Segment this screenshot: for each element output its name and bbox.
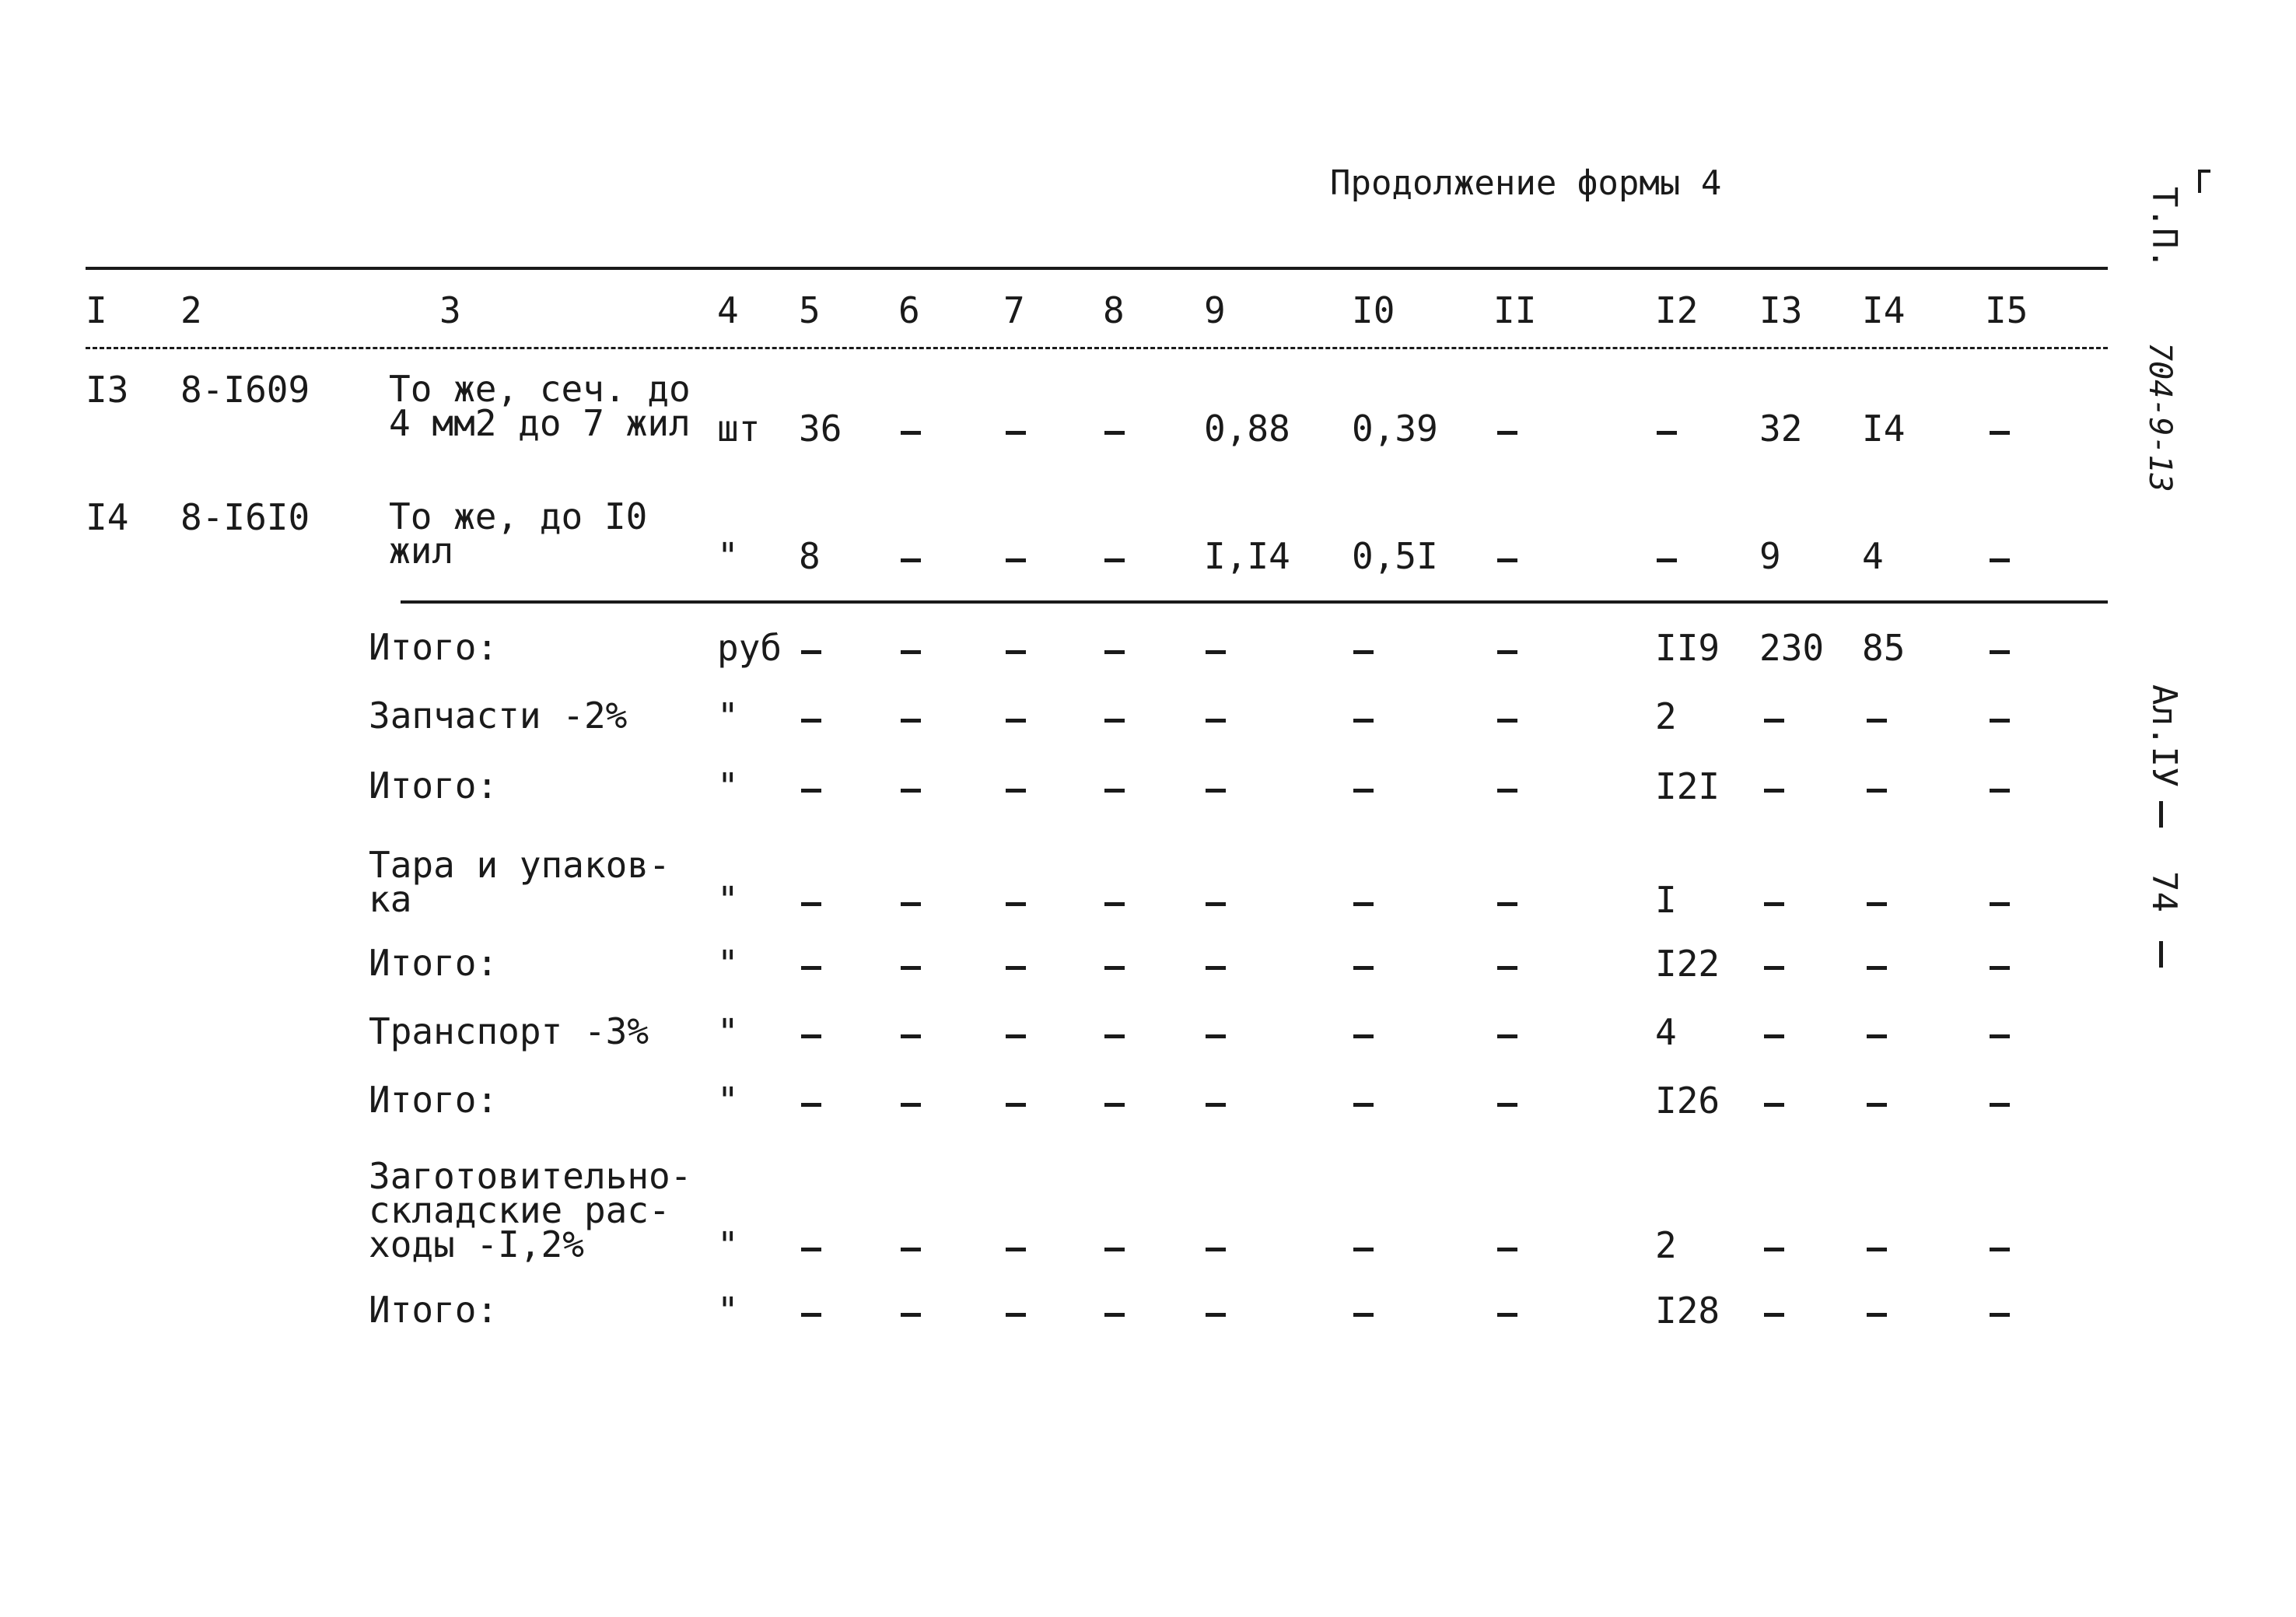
empty-cell-dash	[1006, 1034, 1026, 1038]
empty-cell-dash	[801, 789, 821, 793]
column-number: 3	[439, 289, 461, 331]
row-number: I3	[86, 369, 129, 411]
empty-cell-dash	[1206, 1103, 1226, 1107]
empty-cell-dash	[1353, 966, 1374, 970]
empty-cell-dash	[1104, 558, 1125, 562]
corner-mark	[2198, 170, 2210, 193]
col12-value: I22	[1655, 943, 1720, 985]
empty-cell-dash	[1867, 1103, 1887, 1107]
column-number: I2	[1655, 289, 1699, 331]
header-bottom-rule	[86, 347, 2108, 349]
empty-cell-dash	[1353, 650, 1374, 654]
empty-cell-dash	[1990, 966, 2010, 970]
empty-cell-dash	[901, 1103, 921, 1107]
empty-cell-dash	[1104, 1313, 1125, 1317]
summary-label: Итого:	[369, 765, 499, 807]
col12-value: I28	[1655, 1290, 1720, 1332]
summary-label: Транспорт -3%	[369, 1010, 649, 1052]
summary-label: Итого:	[369, 1289, 499, 1331]
col9-value: I,I4	[1204, 535, 1290, 577]
item-name: То же, сеч. до 4 мм2 до 7 жил	[389, 368, 691, 444]
col12-value: 4	[1655, 1011, 1677, 1053]
column-number: 4	[717, 289, 739, 331]
unit: "	[717, 695, 739, 737]
empty-cell-dash	[1497, 1034, 1517, 1038]
empty-cell-dash	[1657, 431, 1677, 435]
form-continuation-title: Продолжение формы 4	[1330, 163, 1722, 203]
empty-cell-dash	[901, 558, 921, 562]
empty-cell-dash	[1867, 902, 1887, 906]
column-number: 5	[799, 289, 821, 331]
col14-value: 85	[1862, 627, 1906, 669]
empty-cell-dash	[801, 1034, 821, 1038]
unit: "	[717, 1290, 739, 1332]
subtotal-rule	[401, 600, 2108, 604]
empty-cell-dash	[1867, 966, 1887, 970]
empty-cell-dash	[1353, 1248, 1374, 1251]
empty-cell-dash	[1353, 719, 1374, 723]
empty-cell-dash	[1990, 558, 2010, 562]
page-number-label: 74	[2144, 871, 2184, 912]
empty-cell-dash	[1353, 789, 1374, 793]
unit: "	[717, 879, 739, 921]
empty-cell-dash	[901, 719, 921, 723]
empty-cell-dash	[1104, 902, 1125, 906]
empty-cell-dash	[1990, 1313, 2010, 1317]
empty-cell-dash	[1990, 1103, 2010, 1107]
empty-cell-dash	[1104, 1034, 1125, 1038]
item-name: То же, до I0 жил	[389, 495, 648, 572]
unit: "	[717, 1011, 739, 1053]
col14-value: 4	[1862, 535, 1884, 577]
empty-cell-dash	[1764, 966, 1784, 970]
summary-label: Тара и упаков- ка	[369, 844, 670, 920]
empty-cell-dash	[1353, 902, 1374, 906]
album-label: Ал.IУ	[2144, 684, 2184, 788]
empty-cell-dash	[1867, 1248, 1887, 1251]
empty-cell-dash	[1104, 431, 1125, 435]
empty-cell-dash	[1206, 902, 1226, 906]
empty-cell-dash	[1990, 902, 2010, 906]
empty-cell-dash	[1104, 966, 1125, 970]
empty-cell-dash	[1353, 1313, 1374, 1317]
col10-value: 0,39	[1352, 408, 1438, 450]
empty-cell-dash	[1497, 789, 1517, 793]
empty-cell-dash	[901, 966, 921, 970]
empty-cell-dash	[1764, 1034, 1784, 1038]
quantity: 36	[799, 408, 842, 450]
column-number: 8	[1103, 289, 1125, 331]
column-number: I4	[1862, 289, 1906, 331]
empty-cell-dash	[901, 789, 921, 793]
price-code: 8-I609	[180, 369, 310, 411]
empty-cell-dash	[1867, 1313, 1887, 1317]
unit: "	[717, 943, 739, 985]
row-number: I4	[86, 496, 129, 538]
column-number: 7	[1003, 289, 1025, 331]
unit: "	[717, 1224, 739, 1266]
col14-value: I4	[1862, 408, 1906, 450]
empty-cell-dash	[1353, 1034, 1374, 1038]
column-number: 2	[180, 289, 202, 331]
column-number: I	[86, 289, 107, 331]
sheet-type-label: Т.П.	[2144, 187, 2184, 269]
empty-cell-dash	[901, 1313, 921, 1317]
col12-value: I	[1655, 879, 1677, 921]
col9-value: 0,88	[1204, 408, 1290, 450]
empty-cell-dash	[801, 1103, 821, 1107]
empty-cell-dash	[1497, 558, 1517, 562]
empty-cell-dash	[1104, 789, 1125, 793]
album-dash-1	[2159, 801, 2163, 828]
empty-cell-dash	[1497, 650, 1517, 654]
empty-cell-dash	[1497, 431, 1517, 435]
unit: "	[717, 1080, 739, 1122]
empty-cell-dash	[1006, 1313, 1026, 1317]
empty-cell-dash	[1006, 558, 1026, 562]
empty-cell-dash	[1497, 719, 1517, 723]
empty-cell-dash	[1497, 1103, 1517, 1107]
summary-label: Запчасти -2%	[369, 695, 628, 737]
unit: шт	[717, 408, 761, 450]
empty-cell-dash	[801, 1248, 821, 1251]
empty-cell-dash	[1990, 1248, 2010, 1251]
empty-cell-dash	[1764, 1103, 1784, 1107]
empty-cell-dash	[1006, 789, 1026, 793]
empty-cell-dash	[1206, 789, 1226, 793]
empty-cell-dash	[801, 966, 821, 970]
empty-cell-dash	[1104, 719, 1125, 723]
empty-cell-dash	[1006, 431, 1026, 435]
empty-cell-dash	[1867, 719, 1887, 723]
col13-value: 32	[1759, 408, 1803, 450]
empty-cell-dash	[1006, 1103, 1026, 1107]
table-top-rule	[86, 267, 2108, 270]
col13-value: 230	[1759, 627, 1825, 669]
empty-cell-dash	[1657, 558, 1677, 562]
empty-cell-dash	[1990, 719, 2010, 723]
col12-value: I26	[1655, 1080, 1720, 1122]
empty-cell-dash	[1206, 1248, 1226, 1251]
empty-cell-dash	[1006, 1248, 1026, 1251]
empty-cell-dash	[801, 650, 821, 654]
empty-cell-dash	[1006, 966, 1026, 970]
empty-cell-dash	[1104, 650, 1125, 654]
empty-cell-dash	[1764, 789, 1784, 793]
empty-cell-dash	[1006, 719, 1026, 723]
empty-cell-dash	[1006, 902, 1026, 906]
summary-label: Итого:	[369, 626, 499, 668]
empty-cell-dash	[1990, 431, 2010, 435]
empty-cell-dash	[1990, 789, 2010, 793]
column-number: I5	[1985, 289, 2028, 331]
empty-cell-dash	[1867, 789, 1887, 793]
col12-value: II9	[1655, 627, 1720, 669]
column-number: 9	[1204, 289, 1226, 331]
empty-cell-dash	[1764, 1313, 1784, 1317]
empty-cell-dash	[1104, 1103, 1125, 1107]
unit: "	[717, 535, 739, 577]
empty-cell-dash	[1206, 650, 1226, 654]
column-number: II	[1493, 289, 1537, 331]
column-number: I0	[1352, 289, 1395, 331]
empty-cell-dash	[801, 1313, 821, 1317]
col13-value: 9	[1759, 535, 1781, 577]
empty-cell-dash	[1497, 1248, 1517, 1251]
empty-cell-dash	[901, 902, 921, 906]
empty-cell-dash	[1206, 1034, 1226, 1038]
unit: руб	[717, 627, 782, 669]
empty-cell-dash	[801, 902, 821, 906]
empty-cell-dash	[1497, 1313, 1517, 1317]
project-number-label: 704-9-13	[2142, 342, 2178, 492]
empty-cell-dash	[1006, 650, 1026, 654]
column-number: I3	[1759, 289, 1803, 331]
quantity: 8	[799, 535, 821, 577]
empty-cell-dash	[1764, 1248, 1784, 1251]
empty-cell-dash	[901, 1034, 921, 1038]
empty-cell-dash	[1990, 1034, 2010, 1038]
summary-label: Итого:	[369, 942, 499, 984]
album-dash-2	[2159, 941, 2163, 968]
empty-cell-dash	[1867, 1034, 1887, 1038]
col12-value: 2	[1655, 1224, 1677, 1266]
empty-cell-dash	[901, 650, 921, 654]
empty-cell-dash	[1104, 1248, 1125, 1251]
empty-cell-dash	[1764, 719, 1784, 723]
empty-cell-dash	[1353, 1103, 1374, 1107]
summary-label: Итого:	[369, 1079, 499, 1121]
empty-cell-dash	[1497, 902, 1517, 906]
empty-cell-dash	[1990, 650, 2010, 654]
column-number: 6	[898, 289, 920, 331]
empty-cell-dash	[801, 719, 821, 723]
col10-value: 0,5I	[1352, 535, 1438, 577]
col12-value: 2	[1655, 695, 1677, 737]
empty-cell-dash	[901, 431, 921, 435]
unit: "	[717, 765, 739, 807]
summary-label: Заготовительно- складские рас- ходы -I,2%	[369, 1155, 692, 1265]
empty-cell-dash	[1206, 966, 1226, 970]
empty-cell-dash	[1206, 719, 1226, 723]
empty-cell-dash	[1497, 966, 1517, 970]
empty-cell-dash	[1206, 1313, 1226, 1317]
empty-cell-dash	[901, 1248, 921, 1251]
col12-value: I2I	[1655, 765, 1720, 807]
price-code: 8-I6I0	[180, 496, 310, 538]
empty-cell-dash	[1764, 902, 1784, 906]
